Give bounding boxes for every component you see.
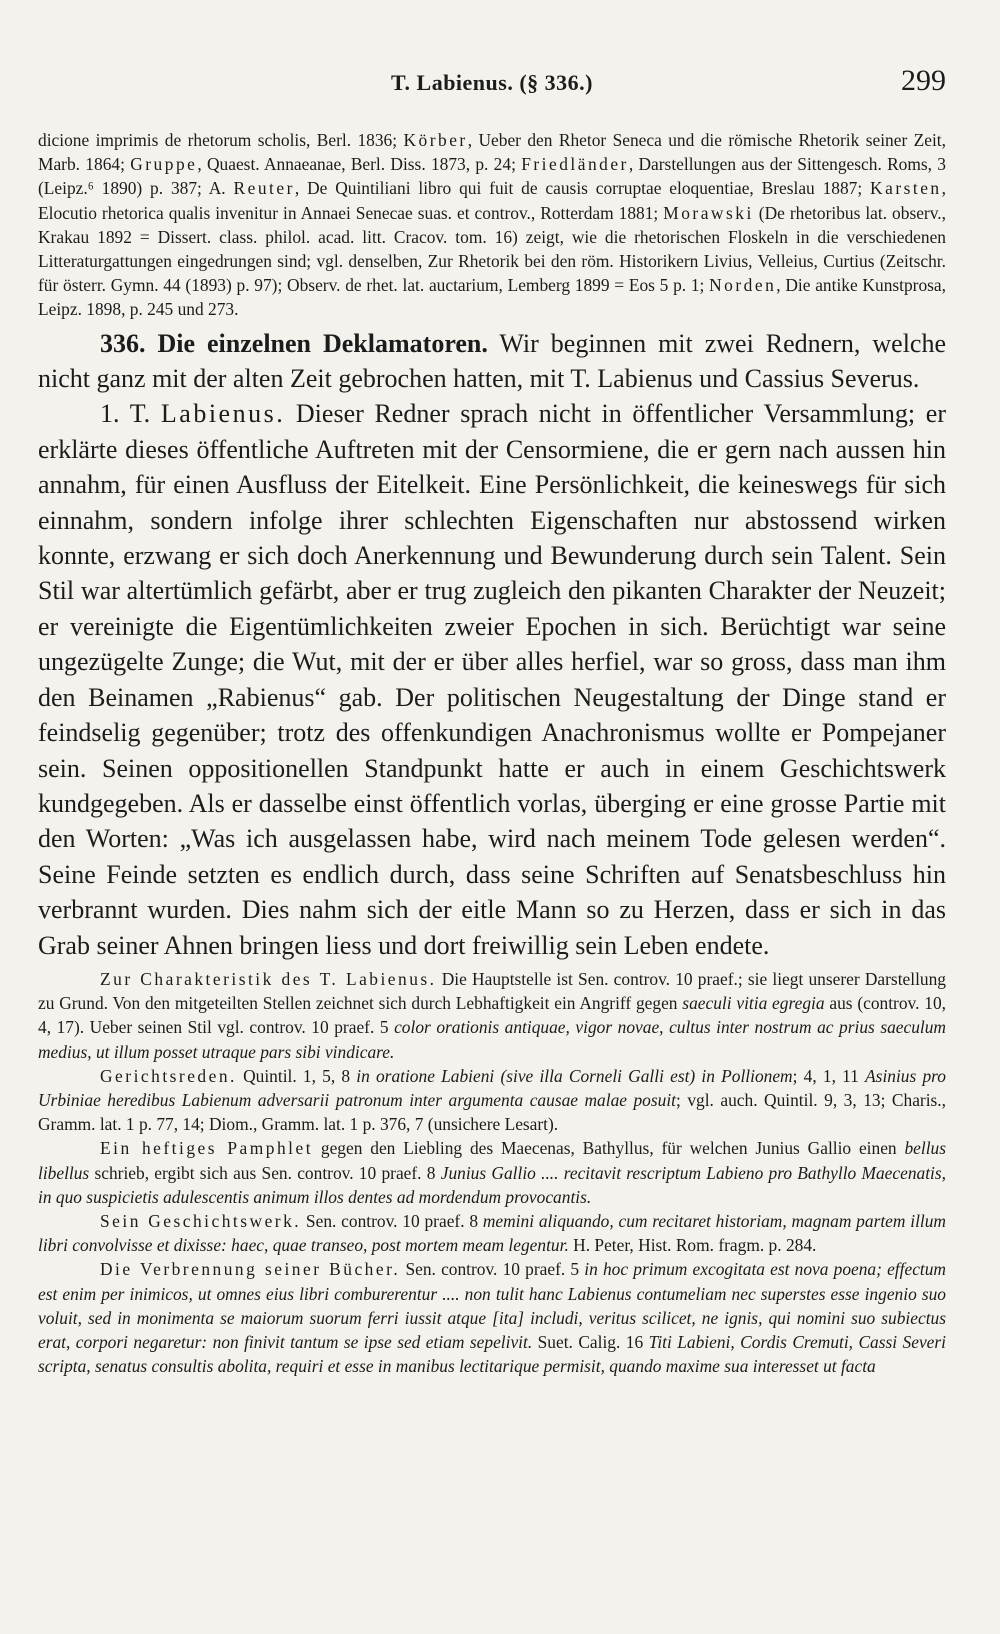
spaced-term: Reuter: [233, 178, 295, 199]
latin-quotation: in oratione Labieni (sive illa Corneli Galli est) in Pollionem: [356, 1065, 793, 1086]
text-run: Sen. controv. 10 praef. 8: [301, 1210, 483, 1231]
latin-quotation: bellus libellus: [38, 1138, 946, 1183]
text-run: , Quaest. Annaeanae, Berl. Diss. 1873, p. 24;: [197, 154, 522, 175]
text-run: 1. T.: [100, 399, 161, 429]
text-run: dicione imprimis de rhetorum scholis, Berl. 1836;: [38, 130, 404, 150]
spaced-term: Morawski: [663, 202, 754, 223]
section-heading: 336. Die einzelnen Deklamatoren.: [100, 328, 488, 358]
latin-quotation: Junius Gallio .... recitavit rescriptum Labieno pro Bathyllo Maecenatis, in quo suspicietis adulescentis animum illos dentes ad mordendum provocantis.: [38, 1162, 946, 1207]
spaced-term: Körber: [403, 130, 468, 150]
spaced-term: Labienus.: [160, 399, 286, 429]
note-charakteristik: [38, 967, 946, 1064]
running-title: T. Labienus. (§ 336.): [390, 70, 593, 95]
text-run: Die Hauptstelle ist Sen. controv. 10 praef.; sie liegt unserer Darstellung zu Grund. Von den mitgeteilten Stellen zeichnet sich durch Lebhaftigkeit ein Angriff gegen: [38, 968, 946, 1014]
text-run: Quintil. 1, 5, 8: [236, 1065, 357, 1086]
spaced-term: Gruppe: [130, 154, 198, 175]
note-verbrennung: [38, 1257, 946, 1378]
latin-quotation: memini aliquando, cum recitaret historiam, magnam partem illum libri convolvisse et dixisse: haec, quae transeo, post mortem meam legentur.: [38, 1210, 946, 1256]
latin-quotation: Titi Labieni, Cordis Cremuti, Cassi Severi scripta, senatus consultis abolita, requiri et esse in manibus lectitarique permisit, quando maxime sua interesset ut facta: [38, 1331, 946, 1377]
text-run: gegen den Liebling des Maecenas, Bathyllus, für welchen Junius Gallio einen: [313, 1138, 905, 1159]
latin-quotation: in hoc primum excogitata est nova poena; effectum est enim per inimicos, ut omnes eius libri comburerentur .... non tulit hanc Labienus contumeliam nec superstes esse ingenio suo voluit, sed in monimenta se maiorum suorum ferri iussit atque [ita] includi, veritus scilicet, ne ignis, qui nomini suo subiectus erat, corpori negaretur: non finivit tantum se ipse sed etiam sepelivit.: [38, 1259, 946, 1352]
text-run: Sen. controv. 10 praef. 5: [400, 1259, 585, 1280]
text-run: , Ueber den Rhetor Seneca und die römische Rhetorik seiner Zeit, Marb. 1864;: [38, 130, 946, 175]
text-run: , Die antike Kunstprosa, Leipz. 1898, p. 245 und 273.: [38, 275, 947, 320]
spaced-term: Zur Charakteristik des T. Labienus.: [100, 968, 437, 989]
bibliography-paragraph: [38, 128, 946, 322]
spaced-term: Die Verbrennung seiner Bücher.: [100, 1259, 401, 1280]
spaced-term: Friedländer: [521, 154, 629, 175]
spaced-term: Gerichtsreden.: [100, 1065, 237, 1086]
text-run: schrieb, ergibt sich aus Sen. controv. 10 praef. 8: [89, 1162, 441, 1183]
text-run: H. Peter, Hist. Rom. fragm. p. 284.: [568, 1235, 817, 1256]
text-run: Wir beginnen mit zwei Rednern, welche nicht ganz mit der alten Zeit gebrochen hatten, mit T. Labienus und Cassius Severus.: [38, 328, 946, 394]
latin-quotation: Asinius pro Urbiniae heredibus Labienum adversarii patronum inter argumenta causae malae posuit: [38, 1065, 946, 1110]
text-run: (De rhetoribus lat. observ., Krakau 1892 = Dissert. class. philol. acad. litt. Cracov. tom. 16) zeigt, wie die rhetorischen Floskeln in die verschiedenen Litteraturgattungen eingedrungen sind; vgl. denselben, Zur Rhetorik bei den röm. Historikern Livius, Velleius, Curtius (Zeitschr. für österr. Gymn. 44 (1893) p. 97); Observ. de rhet. lat. auctarium, Lemberg 1899 = Eos 5 p. 1;: [38, 202, 946, 296]
text-run: ; 4, 1, 11: [792, 1065, 866, 1086]
note-geschichtswerk: [38, 1209, 946, 1257]
note-gerichtsreden: [38, 1064, 946, 1137]
text-run: aus (controv. 10, 4, 17). Ueber seinen Stil vgl. controv. 10 praef. 5: [38, 993, 946, 1038]
spaced-term: Sein Geschichtswerk.: [100, 1210, 302, 1231]
page-number: 299: [901, 64, 946, 97]
labienus-paragraph: [38, 396, 946, 963]
section-336-intro: [38, 326, 946, 397]
spaced-term: Karsten: [870, 178, 942, 199]
note-pamphlet: [38, 1136, 946, 1209]
spaced-term: Ein heftiges Pamphlet: [100, 1138, 314, 1159]
text-run: Dieser Redner sprach nicht in öffentlicher Versammlung; er erklärte dieses öffentliche Auftreten mit der Censormiene, die er gern nach aussen hin annahm, für einen Ausfluss der Eitelkeit. Eine Persönlichkeit, die keineswegs für sich einnahm, sondern infolge ihrer schlechten Eigenschaften nur abstossend wirken konnte, erzwang er sich doch Anerkennung und Bewunderung durch sein Talent. Sein Stil war altertümlich gefärbt, aber er trug zugleich den pikanten Charakter der Neuzeit; er vereinigte die Eigentümlichkeiten zweier Epochen in sich. Berüchtigt war seine ungezügelte Zunge; die Wut, mit der er über alles herfiel, war so gross, dass man ihm den Beinamen „Rabienus“ gab. Der politischen Neugestaltung der Dinge stand er feindselig gegenüber; trotz des offenkundigen Anachronismus wollte er Pompejaner sein. Seinen oppositionellen Standpunkt hatte er auch in einem Geschichtswerk kundgegeben. Als er dasselbe einst öffentlich vorlas, überging er eine grosse Partie mit den Worten: „Was ich ausgelassen habe, wird nach meinem Tode gelesen werden“. Seine Feinde setzten es endlich durch, dass seine Schriften auf Senatsbeschluss hin verbrannt wurden. Dies nahm sich der eitle Mann so zu Herzen, dass er sich in das Grab seiner Ahnen bringen liess und dort freiwillig sein Leben endete.: [38, 399, 946, 960]
latin-quotation: color orationis antiquae, vigor novae, cultus inter nostrum ac prius saeculum medius, ut illum posset utraque pars sibi vindicare.: [38, 1017, 946, 1062]
spaced-term: Norden: [709, 275, 777, 296]
text-run: Suet. Calig. 16: [532, 1331, 649, 1352]
text-run: , Elocutio rhetorica qualis invenitur in Annaei Senecae suas. et controv., Rotterdam 1881;: [38, 178, 946, 223]
text-run: ; vgl. auch. Quintil. 9, 3, 13; Charis., Gramm. lat. 1 p. 77, 14; Diom., Gramm. lat. 1 p. 376, 7 (unsichere Lesart).: [38, 1089, 946, 1135]
text-run: , De Quintiliani libro qui fuit de causis corruptae eloquentiae, Breslau 1887;: [294, 178, 871, 199]
latin-quotation: saeculi vitia egregia: [682, 993, 825, 1014]
text-run: , Darstellungen aus der Sittengesch. Roms, 3 (Leipz.⁶ 1890) p. 387; A.: [38, 154, 946, 199]
page-header: [38, 62, 946, 102]
